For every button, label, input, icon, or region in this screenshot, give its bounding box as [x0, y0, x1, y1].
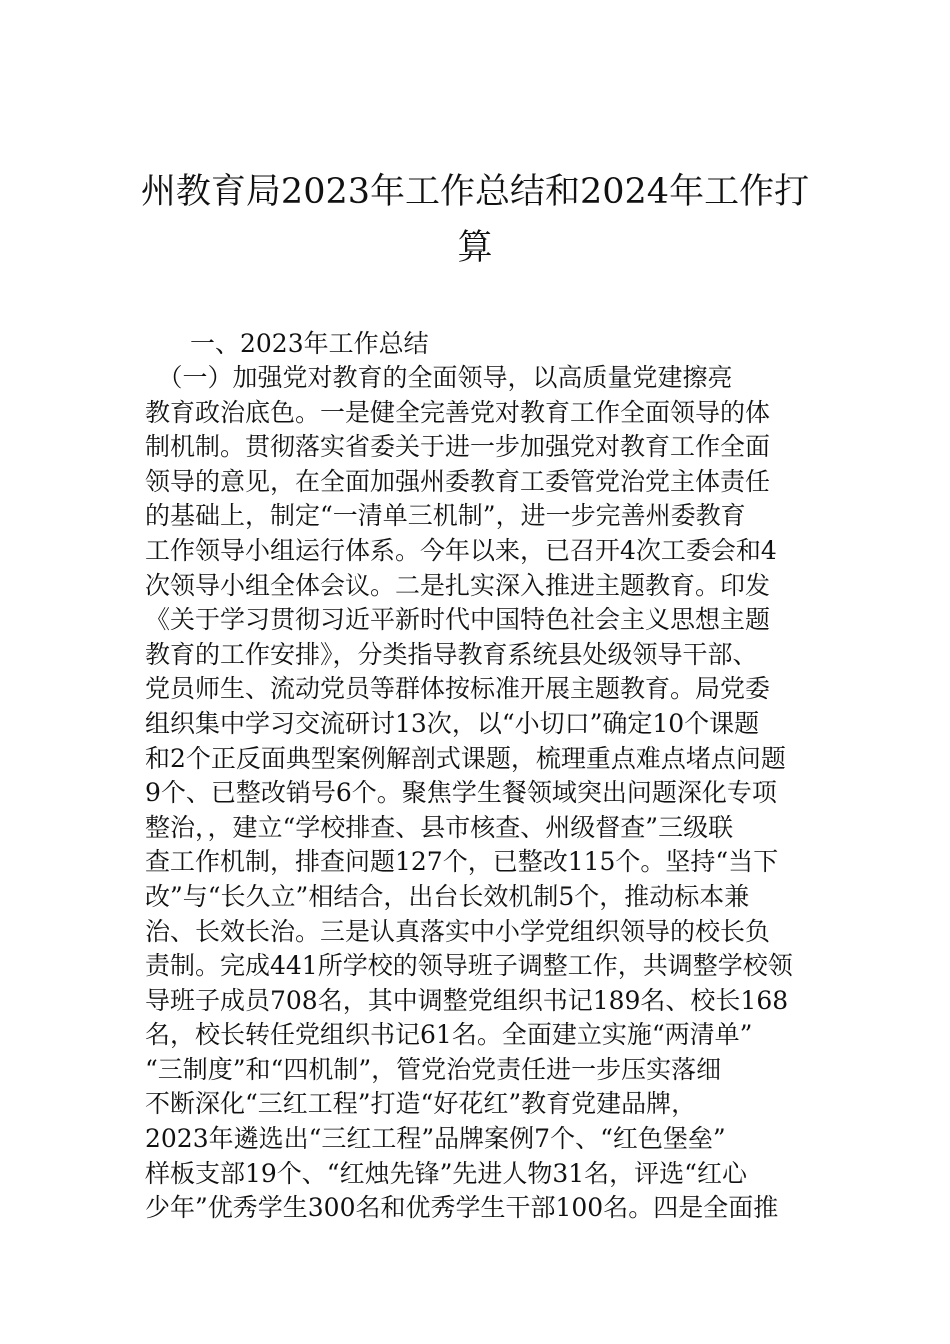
body-line: 工作领导小组运行体系。今年以来，已召开4次工委会和4 — [145, 535, 777, 565]
body-line: 9个、已整改销号6个。聚焦学生餐领域突出问题深化专项 — [145, 778, 777, 808]
body-line: 样板支部19个、“红烛先锋”先进人物31名，评选“红心 — [145, 1158, 747, 1188]
body-line: 2023年遴选出“三红工程”品牌案例7个、“红色堡垒” — [145, 1124, 726, 1154]
section-heading: 一、2023年工作总结 — [190, 329, 429, 358]
body-line: 制机制。贯彻落实省委关于进一步加强党对教育工作全面 — [145, 432, 771, 462]
body-line: 领导的意见，在全面加强州委教育工委管党治党主体责任 — [145, 466, 771, 496]
body-paragraph — [145, 361, 815, 1226]
body-line: 党员师生、流动党员等群体按标准开展主题教育。局党委 — [145, 674, 771, 704]
body-line: 导班子成员708名，其中调整党组织书记189名、校长168 — [145, 985, 789, 1015]
body-line: 和2个正反面典型案例解剖式课题，梳理重点难点堵点问题 — [145, 743, 786, 773]
body-line: 教育政治底色。一是健全完善党对教育工作全面领导的体 — [145, 397, 771, 427]
body-line: 的基础上，制定“一清单三机制”，进一步完善州委教育 — [145, 501, 746, 531]
title-line-2: 算 — [457, 228, 493, 268]
body-line: 少年”优秀学生300名和优秀学生干部100名。四是全面推 — [145, 1193, 779, 1223]
body-line: 不断深化“三红工程”打造“好花红”教育党建品牌， — [145, 1089, 697, 1119]
body-line: 组织集中学习交流研讨13次，以“小切口”确定10个课题 — [145, 708, 760, 738]
body-line: 查工作机制，排查问题127个，已整改115个。坚持“当下 — [145, 847, 779, 877]
body-line: 名，校长转任党组织书记61名。全面建立实施“两清单” — [145, 1020, 753, 1050]
body-line: 治、长效长治。三是认真落实中小学党组织领导的校长负 — [145, 916, 771, 946]
body-line: “三制度”和“四机制”，管党治党责任进一步压实落细 — [145, 1054, 722, 1084]
body-line: 责制。完成441所学校的领导班子调整工作，共调整学校领 — [145, 951, 793, 981]
body-line: 改”与“长久立”相结合，出台长效机制5个，推动标本兼 — [145, 881, 750, 911]
title-line-1: 州教育局2023年工作总结和2024年工作打 — [140, 172, 810, 212]
body-line: 次领导小组全体会议。二是扎实深入推进主题教育。印发 — [145, 570, 771, 600]
document-title — [140, 164, 810, 276]
body-line: 整治，，建立“学校排查、县市核查、州级督查”三级联 — [145, 812, 734, 842]
body-line: 《关于学习贯彻习近平新时代中国特色社会主义思想主题 — [145, 605, 771, 635]
body-line: （一）加强党对教育的全面领导，以高质量党建擦亮 — [145, 363, 733, 392]
body-line: 教育的工作安排》，分类指导教育系统县处级领导干部、 — [145, 639, 758, 669]
